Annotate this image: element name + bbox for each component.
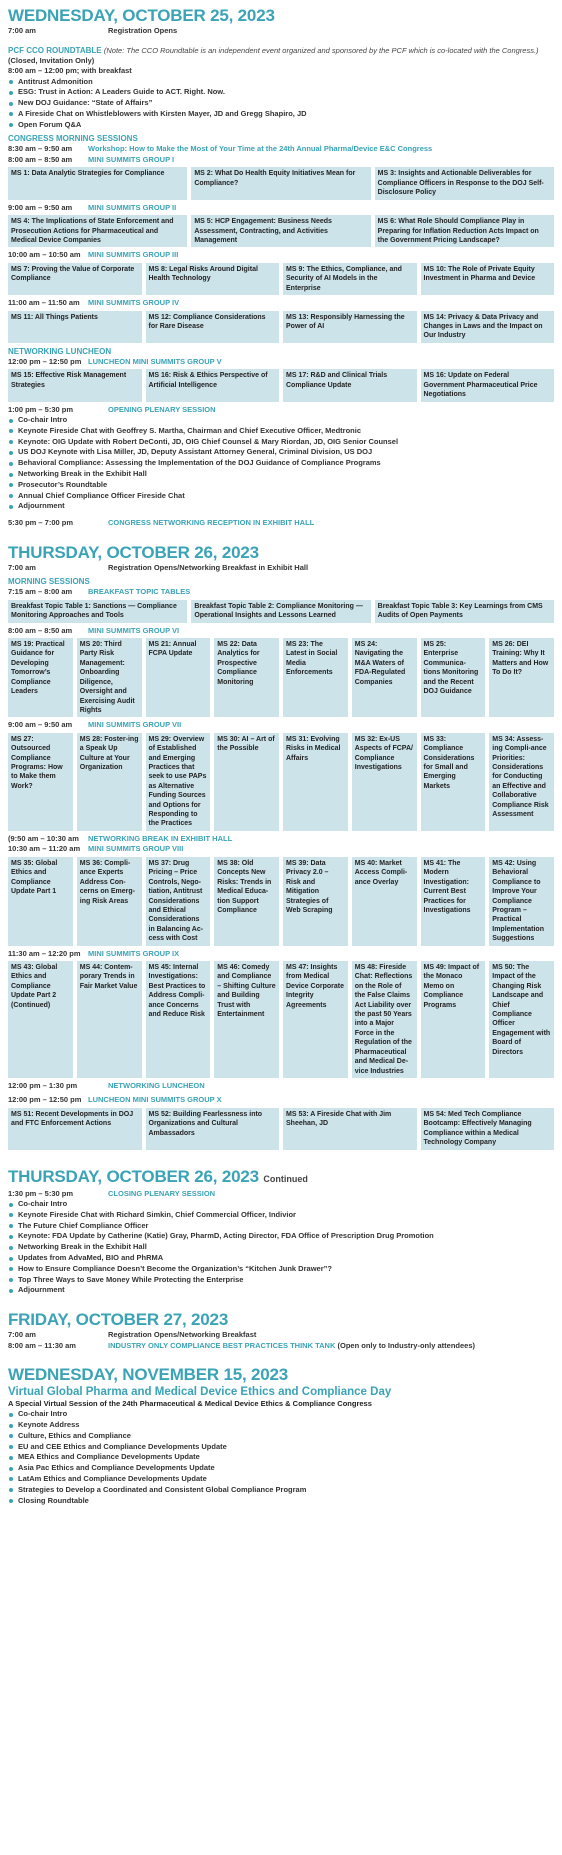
label: INDUSTRY ONLY COMPLIANCE BEST PRACTICES THINK TANK bbox=[108, 1340, 336, 1350]
time: 7:00 am bbox=[8, 1330, 36, 1340]
group-grid bbox=[8, 1108, 554, 1150]
list-item: Networking Break in the Exhibit Hall bbox=[18, 1242, 554, 1253]
session-box: MS 39: Data Privacy 2.0 – Risk and Mitigation Strategies of Web Scraping bbox=[283, 857, 348, 946]
session-box: Breakfast Topic Table 3: Key Learnings from CMS Audits of Open Payments bbox=[375, 600, 554, 623]
list-item: How to Ensure Compliance Doesn’t Become the Organization’s “Kitchen Junk Drawer”? bbox=[18, 1264, 554, 1275]
virtual-day-list bbox=[8, 1409, 554, 1506]
session-box: MS 23: The Latest in Social Media Enforcements bbox=[283, 638, 348, 717]
session-box: MS 27: Outsourced Compliance Programs: How to Make them Work? bbox=[8, 733, 73, 831]
time: (9:50 am – 10:30 am bbox=[8, 833, 79, 843]
label: MINI SUMMITS GROUP VIII bbox=[88, 844, 184, 854]
group-grid bbox=[8, 857, 554, 946]
label: Workshop: How to Make the Most of Your Time at the 24th Annual Pharma/Device E&C Congress bbox=[88, 144, 433, 154]
list-item: Annual Chief Compliance Officer Fireside Chat bbox=[18, 491, 554, 502]
group-row bbox=[8, 203, 554, 214]
continued-label: Continued bbox=[263, 1173, 308, 1184]
session-box: MS 53: A Fireside Chat with Jim Sheehan, JD bbox=[283, 1108, 417, 1150]
virtual-day-subtitle: A Special Virtual Session of the 24th Pharmaceutical & Medical Device Ethics & Compliance Congress bbox=[8, 1399, 372, 1409]
session-box: MS 42: Using Behavioral Compliance to Improve Your Compliance Program – Practical Implementation Suggestions bbox=[489, 857, 554, 946]
group-row bbox=[8, 1095, 554, 1106]
registration-row bbox=[8, 563, 554, 574]
group-grid bbox=[8, 600, 554, 623]
list-item: Adjournment bbox=[18, 1285, 554, 1296]
list-item: Updates from AdvaMed, BIO and PhRMA bbox=[18, 1253, 554, 1264]
group-grid bbox=[8, 733, 554, 831]
group-row bbox=[8, 626, 554, 637]
label: MINI SUMMITS GROUP IV bbox=[88, 298, 180, 308]
cco-time: 8:00 am – 12:00 pm; with breakfast bbox=[8, 66, 132, 75]
time: 12:00 pm – 1:30 pm bbox=[8, 1080, 78, 1090]
think-tank-row bbox=[8, 1341, 554, 1352]
session-box: MS 3: Insights and Actionable Deliverables for Compliance Officers in Response to the DOJ Self-Disclosure Policy bbox=[375, 167, 554, 199]
label: MINI SUMMITS GROUP VII bbox=[88, 720, 182, 730]
session-box: MS 34: Assess-ing Compli-ance Priorities: Considerations for Conducting an Effective and Collaborative Compliance Risk Assessment bbox=[489, 733, 554, 831]
day-title-thu-continued bbox=[8, 1167, 554, 1189]
think-tank-label bbox=[108, 1341, 475, 1352]
session-box: MS 31: Evolving Risks in Medical Affairs bbox=[283, 733, 348, 831]
day-title-fri: FRIDAY, OCTOBER 27, 2023 bbox=[8, 1310, 229, 1330]
list-item: Closing Roundtable bbox=[18, 1496, 554, 1507]
session-box: MS 33: Compliance Considerations for Small and Emerging Markets bbox=[421, 733, 486, 831]
session-box: MS 38: Old Concepts New Risks: Trends in Medical Educa-tion Support Compliance bbox=[214, 857, 279, 946]
time: 8:00 am – 8:50 am bbox=[8, 154, 73, 164]
session-box: MS 21: Annual FCPA Update bbox=[146, 638, 211, 717]
session-box: MS 11: All Things Patients bbox=[8, 311, 142, 343]
cco-roundtable-heading bbox=[8, 45, 554, 56]
group-grid bbox=[8, 369, 554, 401]
group-row bbox=[8, 587, 554, 598]
session-box: MS 2: What Do Health Equity Initiatives Mean for Compliance? bbox=[191, 167, 370, 199]
time: 8:30 am – 9:50 am bbox=[8, 144, 73, 154]
session-box: MS 1: Data Analytic Strategies for Compliance bbox=[8, 167, 187, 199]
session-box: MS 47: Insights from Medical Device Corporate Integrity Agreements bbox=[283, 961, 348, 1078]
list-item: US DOJ Keynote with Lisa Miller, JD, Deputy Assistant Attorney General, Criminal Division, US DOJ bbox=[18, 447, 554, 458]
list-item: Keynote: OIG Update with Robert DeConti, JD, OIG Chief Counsel & Mary Riordan, JD, OIG Senior Counsel bbox=[18, 437, 554, 448]
time: 8:00 am – 11:30 am bbox=[8, 1340, 76, 1350]
session-box: MS 20: Third Party Risk Management: Onboarding Diligence, Oversight and Exercising Audit Rights bbox=[77, 638, 142, 717]
virtual-day-title: Virtual Global Pharma and Medical Device Ethics and Compliance Day bbox=[8, 1386, 392, 1399]
session-box: Breakfast Topic Table 1: Sanctions — Compliance Monitoring Approaches and Tools bbox=[8, 600, 187, 623]
session-box: MS 7: Proving the Value of Corporate Compliance bbox=[8, 263, 142, 295]
list-item: Keynote Address bbox=[18, 1420, 554, 1431]
group-row bbox=[8, 844, 554, 855]
session-box: MS 51: Recent Developments in DOJ and FTC Enforcement Actions bbox=[8, 1108, 142, 1150]
session-box: MS 8: Legal Risks Around Digital Health Technology bbox=[146, 263, 280, 295]
session-box: MS 25: Enterprise Communica-tions Monitoring and the Recent DOJ Guidance bbox=[421, 638, 486, 717]
session-box: MS 13: Responsibly Harnessing the Power of AI bbox=[283, 311, 417, 343]
group-row bbox=[8, 250, 554, 261]
session-box: MS 30: AI – Art of the Possible bbox=[214, 733, 279, 831]
list-item: Co-chair Intro bbox=[18, 1199, 554, 1210]
time: 7:00 am bbox=[8, 26, 36, 35]
cco-title: PCF CCO ROUNDTABLE bbox=[8, 45, 102, 55]
session-box: MS 40: Market Access Compli-ance Overlay bbox=[352, 857, 417, 946]
break-row bbox=[8, 834, 554, 845]
session-box: MS 52: Building Fearlessness into Organizations and Cultural Ambassadors bbox=[146, 1108, 280, 1150]
time: 1:30 pm – 5:30 pm bbox=[8, 1188, 74, 1198]
session-box: MS 35: Global Ethics and Compliance Update Part 1 bbox=[8, 857, 73, 946]
time: 9:00 am – 9:50 am bbox=[8, 202, 73, 212]
registration-row bbox=[8, 26, 554, 37]
session-box: MS 46: Comedy and Compliance – Shifting Culture and Building Trust with Entertainment bbox=[214, 961, 279, 1078]
workshop-row bbox=[8, 144, 554, 155]
list-item: The Future Chief Compliance Officer bbox=[18, 1221, 554, 1232]
session-box: MS 19: Practical Guidance for Developing Tomorrow’s Compliance Leaders bbox=[8, 638, 73, 717]
day-title-nov: WEDNESDAY, NOVEMBER 15, 2023 bbox=[8, 1365, 289, 1385]
session-box: MS 32: Ex-US Aspects of FCPA/ Compliance Investigations bbox=[352, 733, 417, 831]
session-box: MS 50: The Impact of the Changing Risk Landscape and Chief Compliance Officer Engagement with Board of Directors bbox=[489, 961, 554, 1078]
label: Registration Opens/Networking Breakfast bbox=[108, 1330, 257, 1340]
label: MINI SUMMITS GROUP VI bbox=[88, 625, 180, 635]
note: (Open only to Industry-only attendees) bbox=[337, 1340, 475, 1350]
time: 10:30 am – 11:20 am bbox=[8, 844, 81, 854]
session-box: MS 22: Data Analytics for Prospective Compliance Monitoring bbox=[214, 638, 279, 717]
session-box: Breakfast Topic Table 2: Compliance Monitoring — Operational Insights and Lessons Learned bbox=[191, 600, 370, 623]
group-grid bbox=[8, 167, 554, 199]
session-box: MS 29: Overview of Established and Emerging Practices that seek to use PAPs as Alternative Funding Sources and Options for Responding to the Practices bbox=[146, 733, 211, 831]
time: 7:15 am – 8:00 am bbox=[8, 587, 73, 597]
session-box: MS 5: HCP Engagement: Business Needs Assessment, Contracting, and Activities Management bbox=[191, 215, 370, 247]
list-item: Keynote: FDA Update by Catherine (Katie) Gray, PharmD, Acting Director, FDA Office of Prescription Drug Promotion bbox=[18, 1231, 554, 1242]
plenary-row bbox=[8, 405, 554, 416]
list-item: Antitrust Admonition bbox=[18, 77, 554, 88]
time: 8:00 am – 8:50 am bbox=[8, 625, 73, 635]
session-box: MS 15: Effective Risk Management Strategies bbox=[8, 369, 142, 401]
group-grid bbox=[8, 215, 554, 247]
list-item: Adjournment bbox=[18, 501, 554, 512]
closing-plenary-list bbox=[8, 1199, 554, 1296]
session-box: MS 49: Impact of the Monaco Memo on Compliance Programs bbox=[421, 961, 486, 1078]
list-item: Prosecutor’s Roundtable bbox=[18, 480, 554, 491]
list-item: A Fireside Chat on Whistleblowers with Kirsten Mayer, JD and Gregg Shapiro, JD bbox=[18, 109, 554, 120]
session-box: MS 9: The Ethics, Compliance, and Security of AI Models in the Enterprise bbox=[283, 263, 417, 295]
list-item: Networking Break in the Exhibit Hall bbox=[18, 469, 554, 480]
label: NETWORKING BREAK IN EXHIBIT HALL bbox=[88, 833, 233, 843]
session-box: MS 14: Privacy & Data Privacy and Changes in Laws and the Impact on Our Industry bbox=[421, 311, 555, 343]
cco-note: (Note: The CCO Roundtable is an independent event organized and sponsored by the PCF which is co-located with the Congress.) bbox=[103, 45, 539, 55]
list-item: ESG: Trust in Action: A Leaders Guide to ACT. Right. Now. bbox=[18, 87, 554, 98]
label: BREAKFAST TOPIC TABLES bbox=[88, 587, 191, 597]
list-item: Co-chair Intro bbox=[18, 415, 554, 426]
session-box: MS 43: Global Ethics and Compliance Update Part 2 (Continued) bbox=[8, 961, 73, 1078]
time: 5:30 pm – 7:00 pm bbox=[8, 518, 74, 528]
group-grid bbox=[8, 311, 554, 343]
session-box: MS 17: R&D and Clinical Trials Compliance Update bbox=[283, 369, 417, 401]
group-row bbox=[8, 155, 554, 166]
group-row bbox=[8, 357, 554, 368]
session-box: MS 26: DEI Training: Why It Matters and How To Do It? bbox=[489, 638, 554, 717]
label: OPENING PLENARY SESSION bbox=[108, 404, 216, 414]
label: LUNCHEON MINI SUMMITS GROUP X bbox=[88, 1095, 222, 1105]
section-title: CONGRESS MORNING SESSIONS bbox=[8, 134, 138, 144]
label: MINI SUMMITS GROUP II bbox=[88, 202, 177, 212]
label: Registration Opens bbox=[108, 26, 178, 35]
list-item: Open Forum Q&A bbox=[18, 120, 554, 131]
group-grid bbox=[8, 638, 554, 717]
session-box: MS 41: The Modern Investigation: Current Best Practices for Investigations bbox=[421, 857, 486, 946]
registration-row bbox=[8, 1330, 554, 1341]
group-row bbox=[8, 298, 554, 309]
list-item: Keynote Fireside Chat with Richard Simkin, Chief Commercial Officer, Indivior bbox=[18, 1210, 554, 1221]
label: CONGRESS NETWORKING RECEPTION IN EXHIBIT HALL bbox=[108, 518, 315, 528]
session-box: MS 45: Internal Investigations: Best Practices to Address Compli-ance Concerns and Reduce Risk bbox=[146, 961, 211, 1078]
day-title: THURSDAY, OCTOBER 26, 2023 bbox=[8, 1166, 259, 1186]
list-item: Asia Pac Ethics and Compliance Developments Update bbox=[18, 1463, 554, 1474]
label: MINI SUMMITS GROUP I bbox=[88, 154, 175, 164]
session-box: MS 24: Navigating the M&A Waters of FDA-Regulated Companies bbox=[352, 638, 417, 717]
list-item: New DOJ Guidance: “State of Affairs” bbox=[18, 98, 554, 109]
time: 11:00 am – 11:50 am bbox=[8, 298, 80, 308]
session-box: MS 16: Update on Federal Government Pharmaceutical Price Negotiations bbox=[421, 369, 555, 401]
time: 11:30 am – 12:20 pm bbox=[8, 948, 81, 958]
session-box: MS 6: What Role Should Compliance Play in Preparing for Inflation Reduction Acts Impact on the Government Pricing Landscape? bbox=[375, 215, 554, 247]
label: CLOSING PLENARY SESSION bbox=[108, 1188, 216, 1198]
section-title: MORNING SESSIONS bbox=[8, 577, 90, 587]
list-item: Behavioral Compliance: Assessing the Implementation of the DOJ Guidance of Compliance Programs bbox=[18, 458, 554, 469]
time: 1:00 pm – 5:30 pm bbox=[8, 404, 74, 414]
label: MINI SUMMITS GROUP III bbox=[88, 250, 179, 260]
cco-list bbox=[8, 77, 554, 131]
label: MINI SUMMITS GROUP IX bbox=[88, 948, 180, 958]
list-item: EU and CEE Ethics and Compliance Developments Update bbox=[18, 1442, 554, 1453]
session-box: MS 48: Fireside Chat: Reflections on the Role of the False Claims Act Liability over the past 50 Years into a Major Force in the Regulation of the Pharmaceutical and Medical De-vice Industries bbox=[352, 961, 417, 1078]
plenary-row bbox=[8, 1189, 554, 1200]
lunch-row bbox=[8, 1081, 554, 1092]
session-box: MS 12: Compliance Considerations for Rare Disease bbox=[146, 311, 280, 343]
list-item: Co-chair Intro bbox=[18, 1409, 554, 1420]
label: Registration Opens/Networking Breakfast in Exhibit Hall bbox=[108, 562, 309, 572]
reception-row bbox=[8, 518, 554, 529]
label: LUNCHEON MINI SUMMITS GROUP V bbox=[88, 356, 222, 366]
list-item: Keynote Fireside Chat with Geoffrey S. Martha, Chairman and Chief Executive Officer, Medtronic bbox=[18, 426, 554, 437]
group-grid bbox=[8, 263, 554, 295]
section-title: NETWORKING LUNCHEON bbox=[8, 346, 112, 356]
list-item: MEA Ethics and Compliance Developments Update bbox=[18, 1452, 554, 1463]
time: 10:00 am – 10:50 am bbox=[8, 250, 81, 260]
group-row bbox=[8, 949, 554, 960]
session-box: MS 54: Med Tech Compliance Bootcamp: Effectively Managing Compliance within a Medical Technology Company bbox=[421, 1108, 555, 1150]
plenary-list bbox=[8, 415, 554, 512]
session-box: MS 10: The Role of Private Equity Investment in Pharma and Device bbox=[421, 263, 555, 295]
day-title-thu: THURSDAY, OCTOBER 26, 2023 bbox=[8, 542, 259, 562]
time: 12:00 pm – 12:50 pm bbox=[8, 1095, 82, 1105]
time: 12:00 pm – 12:50 pm bbox=[8, 356, 82, 366]
list-item: LatAm Ethics and Compliance Developments Update bbox=[18, 1474, 554, 1485]
session-box: MS 44: Contem-porary Trends in Fair Market Value bbox=[77, 961, 142, 1078]
day-title-wed: WEDNESDAY, OCTOBER 25, 2023 bbox=[8, 6, 275, 25]
label: NETWORKING LUNCHEON bbox=[108, 1080, 205, 1090]
list-item: Strategies to Develop a Coordinated and Consistent Global Compliance Program bbox=[18, 1485, 554, 1496]
session-box: MS 28: Foster-ing a Speak Up Culture at Your Organization bbox=[77, 733, 142, 831]
list-item: Culture, Ethics and Compliance bbox=[18, 1431, 554, 1442]
group-row bbox=[8, 720, 554, 731]
time: 7:00 am bbox=[8, 562, 36, 572]
session-box: MS 16: Risk & Ethics Perspective of Artificial Intelligence bbox=[146, 369, 280, 401]
list-item: Top Three Ways to Save Money While Protecting the Enterprise bbox=[18, 1275, 554, 1286]
session-box: MS 4: The Implications of State Enforcement and Prosecution Actions for Pharmaceutical and Medical Device Companies bbox=[8, 215, 187, 247]
session-box: MS 37: Drug Pricing – Price Controls, Nego-tiation, Antitrust Considerations and Ethical Considerations in Balancing Ac-cess with Cost bbox=[146, 857, 211, 946]
cco-closed: (Closed, Invitation Only) bbox=[8, 55, 95, 65]
session-box: MS 36: Compli-ance Experts Address Con-cerns on Emerg-ing Risk Areas bbox=[77, 857, 142, 946]
time: 9:00 am – 9:50 am bbox=[8, 720, 73, 730]
group-grid bbox=[8, 961, 554, 1078]
